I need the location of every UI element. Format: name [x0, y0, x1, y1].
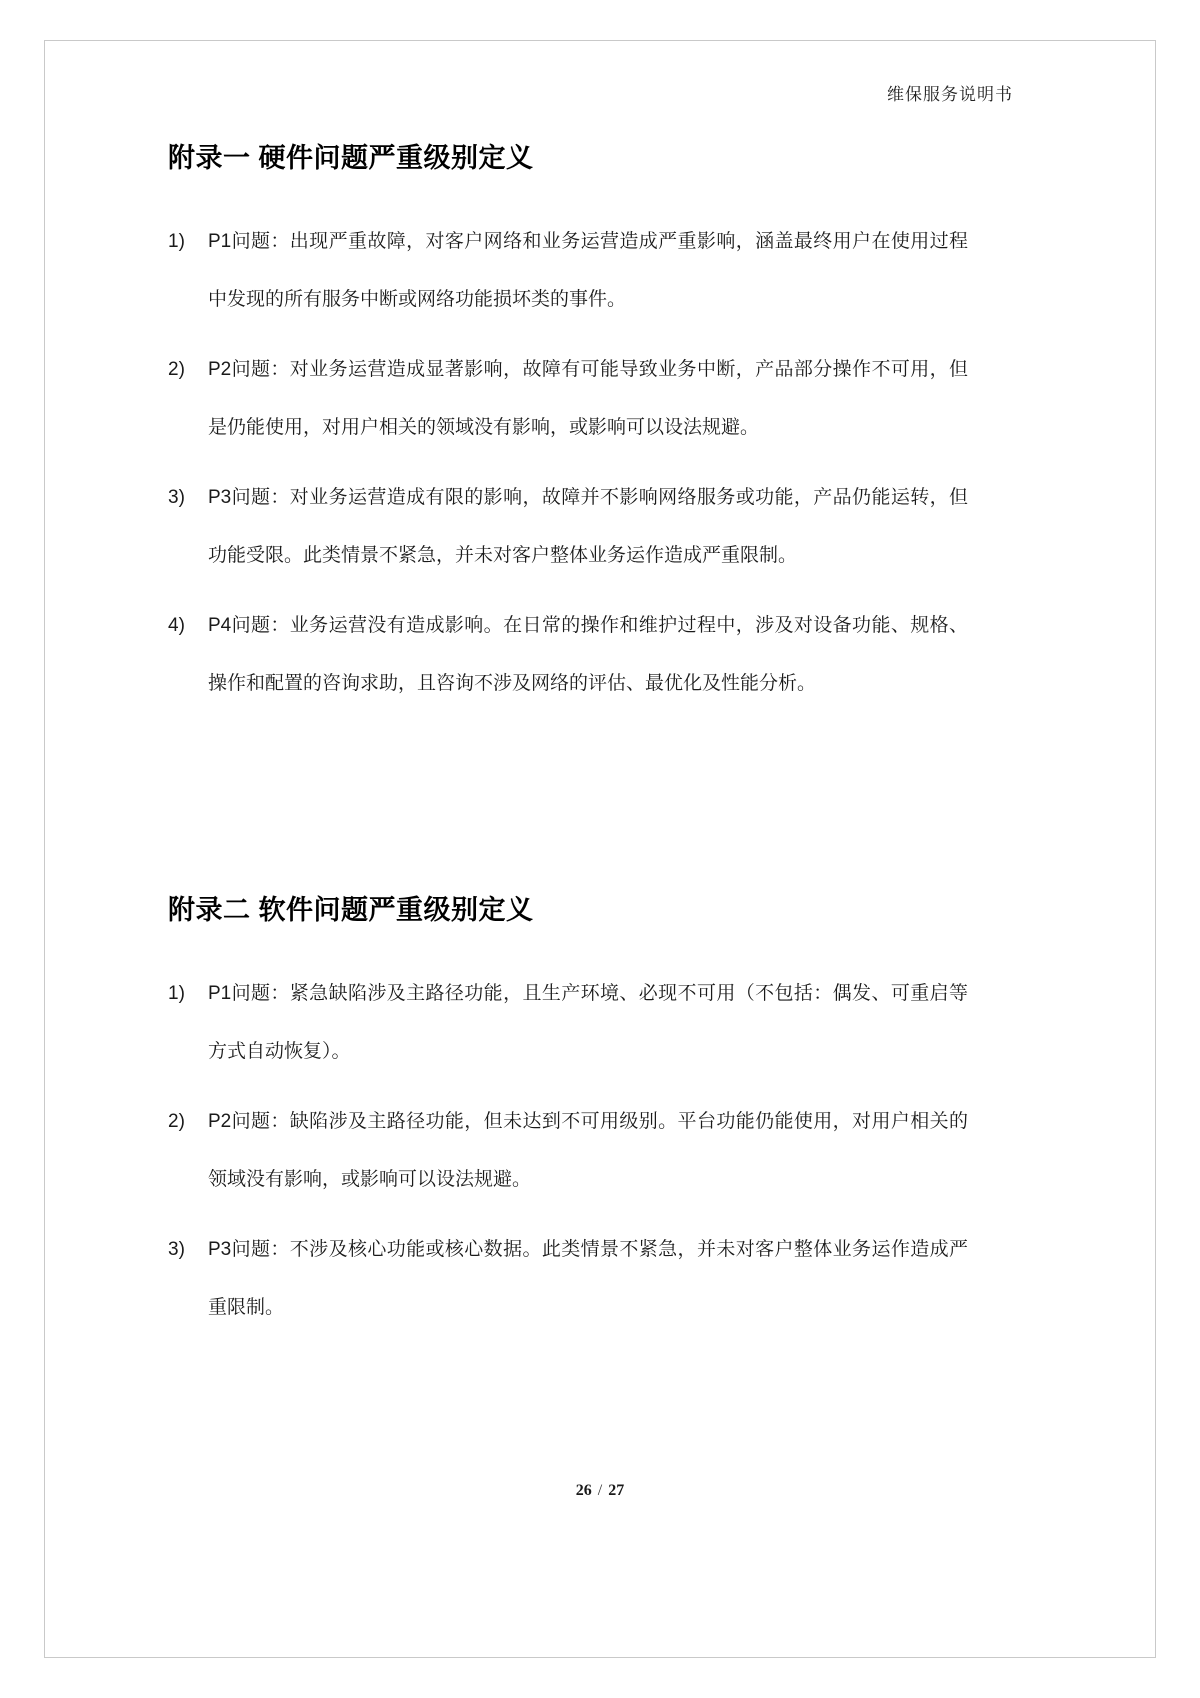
- list-item-text: P4问题：业务运营没有造成影响。在日常的操作和维护过程中，涉及对设备功能、规格、操作和配置的咨询求助，且咨询不涉及网络的评估、最优化及性能分析。: [208, 615, 968, 694]
- list-item: [168, 965, 968, 1081]
- document-header-title: 维保服务说明书: [887, 85, 1013, 104]
- list-item-text: P1问题：出现严重故障，对客户网络和业务运营造成严重影响，涵盖最终用户在使用过程中发现的所有服务中断或网络功能损坏类的事件。: [208, 231, 968, 310]
- list-item: [168, 213, 968, 329]
- list-item-text: P2问题：对业务运营造成显著影响，故障有可能导致业务中断，产品部分操作不可用，但是仍能使用，对用户相关的领域没有影响，或影响可以设法规避。: [208, 359, 968, 438]
- appendix-2-list: [168, 965, 968, 1337]
- appendix-1-list: [168, 213, 968, 713]
- list-item-text: P1问题：紧急缺陷涉及主路径功能，且生产环境、必现不可用（不包括：偶发、可重启等方式自动恢复）。: [208, 983, 968, 1062]
- page-number-separator: /: [597, 1482, 603, 1499]
- list-item: [168, 341, 968, 457]
- list-item-number: 3): [168, 1239, 185, 1260]
- list-item-number: 4): [168, 615, 185, 636]
- list-item-number: 2): [168, 359, 185, 380]
- current-page-number: 26: [575, 1482, 592, 1499]
- appendix-2-heading: 附录二 软件问题严重级别定义: [168, 895, 534, 925]
- list-item: [168, 1093, 968, 1209]
- list-item-number: 1): [168, 983, 185, 1004]
- list-item: [168, 469, 968, 585]
- list-item-text: P3问题：不涉及核心功能或核心数据。此类情景不紧急，并未对客户整体业务运作造成严重限制。: [208, 1239, 968, 1318]
- appendix-1-section: [168, 136, 968, 725]
- list-item-number: 3): [168, 487, 185, 508]
- list-item-text: P2问题：缺陷涉及主路径功能，但未达到不可用级别。平台功能仍能使用，对用户相关的领域没有影响，或影响可以设法规避。: [208, 1111, 968, 1190]
- appendix-2-section: [168, 888, 968, 1349]
- page-number-footer: [0, 1482, 1200, 1500]
- list-item-text: P3问题：对业务运营造成有限的影响，故障并不影响网络服务或功能，产品仍能运转，但功能受限。此类情景不紧急，并未对客户整体业务运作造成严重限制。: [208, 487, 968, 566]
- list-item: [168, 597, 968, 713]
- list-item-number: 1): [168, 231, 185, 252]
- list-item: [168, 1221, 968, 1337]
- list-item-number: 2): [168, 1111, 185, 1132]
- total-page-number: 27: [608, 1482, 625, 1499]
- appendix-1-heading: 附录一 硬件问题严重级别定义: [168, 143, 534, 173]
